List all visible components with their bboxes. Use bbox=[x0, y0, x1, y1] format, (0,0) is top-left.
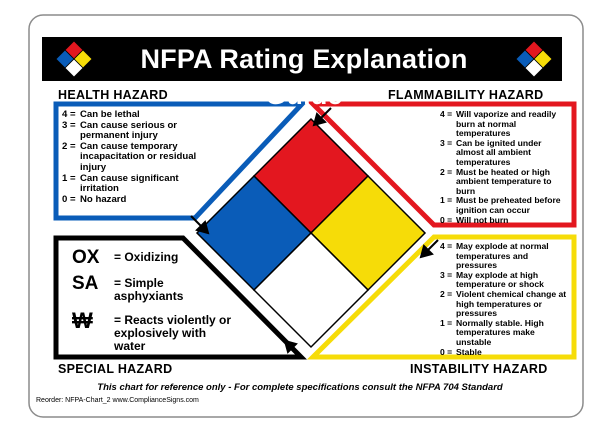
special-item-water bbox=[72, 308, 252, 353]
rating-number: 1 = bbox=[62, 172, 76, 184]
list-item bbox=[440, 196, 570, 215]
rating-number: 1 = bbox=[440, 195, 453, 206]
list-item bbox=[62, 174, 210, 195]
rating-number: 4 = bbox=[440, 241, 453, 251]
list-item bbox=[62, 110, 210, 121]
list-item bbox=[440, 216, 570, 226]
rating-text: Can cause serious or permanent injury bbox=[80, 119, 178, 142]
rating-number: 4 = bbox=[440, 109, 453, 119]
special-text: = Reacts violently or explosively with water bbox=[114, 313, 232, 353]
instability-heading: INSTABILITY HAZARD bbox=[410, 362, 548, 376]
rating-number: 4 = bbox=[62, 109, 76, 120]
list-item bbox=[440, 139, 570, 168]
rating-text: No hazard bbox=[80, 193, 127, 205]
flammability-heading: FLAMMABILITY HAZARD bbox=[388, 88, 544, 102]
rating-number: 0 = bbox=[440, 346, 453, 357]
rating-number: 2 = bbox=[62, 140, 76, 152]
reorder-text: Reorder: NFPA-Chart_2 www.ComplianceSigns.com bbox=[36, 397, 199, 404]
list-item bbox=[62, 121, 210, 142]
list-item bbox=[440, 319, 570, 348]
rating-text: Will not burn bbox=[456, 214, 509, 225]
list-item bbox=[62, 142, 210, 174]
health-heading: HEALTH HAZARD bbox=[58, 88, 168, 102]
rating-text: Must be heated or high ambient temperature to burn bbox=[456, 166, 552, 196]
rating-text: Can be ignited under almost all ambient temperatures bbox=[456, 137, 542, 167]
rating-number: 2 = bbox=[440, 288, 453, 299]
rating-text: Will vaporize and readily burn at normal temperatures bbox=[456, 109, 557, 139]
rating-text: Can cause temporary incapacitation or residual injury bbox=[80, 140, 197, 173]
list-item bbox=[440, 348, 570, 358]
rating-number: 1 = bbox=[440, 317, 453, 328]
list-item bbox=[440, 290, 570, 319]
special-item-sa bbox=[72, 274, 232, 303]
rating-number: 3 = bbox=[440, 269, 453, 280]
instability-list bbox=[440, 242, 570, 357]
list-item bbox=[62, 195, 210, 206]
rating-text: Stable bbox=[456, 346, 482, 357]
health-list bbox=[62, 110, 210, 205]
special-code: OX bbox=[72, 247, 100, 268]
rating-text: Violent chemical change at high temperatures or pressures bbox=[456, 288, 567, 319]
page-title: NFPA Rating Explanation Guide bbox=[140, 44, 468, 110]
special-text: = Oxidizing bbox=[114, 250, 179, 264]
rating-text: Can cause significant irritation bbox=[80, 172, 179, 195]
flammability-list bbox=[440, 110, 570, 225]
rating-text: Can be lethal bbox=[80, 109, 140, 120]
rating-text: Normally stable. High temperatures make unstable bbox=[456, 317, 544, 347]
list-item bbox=[440, 110, 570, 139]
rating-text: May explode at high temperature or shock bbox=[456, 269, 544, 290]
water-reactive-icon: ₩ bbox=[72, 308, 93, 333]
rating-number: 0 = bbox=[440, 214, 453, 225]
rating-number: 3 = bbox=[62, 119, 76, 131]
list-item bbox=[440, 168, 570, 197]
rating-text: Must be preheated before ignition can occur bbox=[456, 195, 561, 215]
special-code: SA bbox=[72, 273, 99, 294]
rating-number: 2 = bbox=[440, 166, 453, 177]
special-heading: SPECIAL HAZARD bbox=[58, 362, 173, 376]
rating-text: May explode at normal temperatures and pressures bbox=[456, 241, 549, 271]
special-text: = Simple asphyxiants bbox=[114, 276, 184, 303]
rating-number: 0 = bbox=[62, 193, 76, 205]
special-item-ox bbox=[72, 248, 232, 268]
list-item bbox=[440, 271, 570, 290]
footnote: This chart for reference only - For complete specifications consult the NFPA 704 Standard bbox=[97, 382, 503, 393]
rating-number: 3 = bbox=[440, 137, 453, 148]
list-item bbox=[440, 242, 570, 271]
